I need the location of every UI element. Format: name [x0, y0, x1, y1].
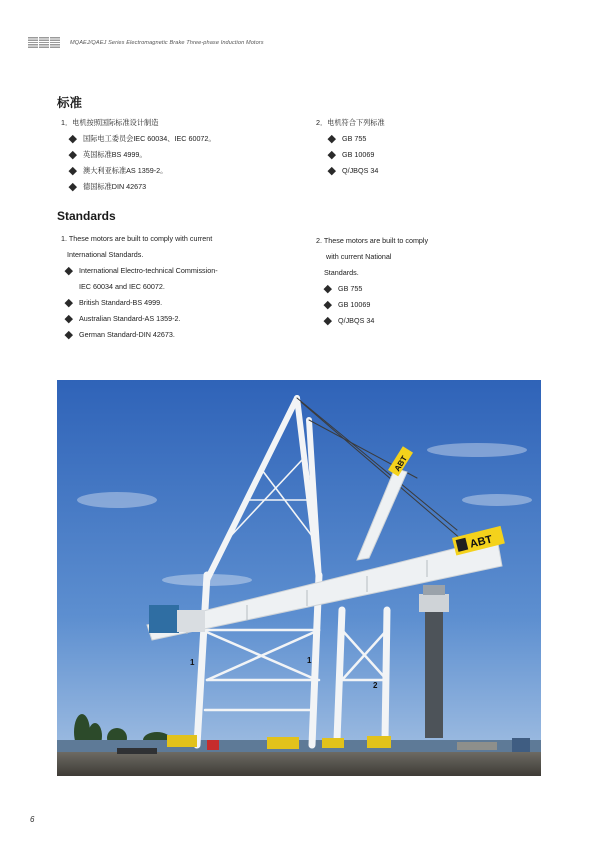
- en-right-intro-cont: with current National: [326, 252, 392, 261]
- diamond-bullet-icon: [65, 268, 72, 275]
- diamond-bullet-icon: [324, 302, 331, 309]
- sign-text-main: ABT: [468, 533, 494, 551]
- list-item: German Standard-DIN 42673.: [61, 327, 218, 343]
- container-box: [149, 605, 179, 633]
- header-title: MQAEJ/QAEJ Series Electromagnetic Brake Three-phase Induction Motors: [70, 40, 264, 46]
- en-left-intro-cont: International Standards.: [67, 250, 144, 259]
- list-item: British Standard-BS 4999.: [61, 295, 218, 311]
- list-item: 澳大利亚标准AS 1359-2。: [61, 163, 216, 179]
- crane-photo: [57, 380, 541, 776]
- list-item: Australian Standard-AS 1359-2.: [61, 311, 218, 327]
- diamond-bullet-icon: [69, 184, 76, 191]
- diamond-bullet-icon: [328, 136, 335, 143]
- list-item-cont: IEC 60034 and IEC 60072.: [79, 282, 165, 291]
- leg-mark: 2: [373, 681, 378, 690]
- page-header: [28, 36, 264, 50]
- diamond-bullet-icon: [69, 168, 76, 175]
- operator-cabin: [177, 610, 205, 632]
- en-left-intro: 1. These motors are built to comply with current: [61, 234, 213, 243]
- list-item: Q/JBQS 34: [316, 313, 428, 329]
- english-heading: Standards: [57, 209, 116, 223]
- page-number: 6: [30, 815, 35, 824]
- diamond-bullet-icon: [69, 152, 76, 159]
- list-item: 英国标准BS 4999。: [61, 147, 216, 163]
- cn-left-intro: 1．电机按照国际标准设计制造: [61, 118, 159, 127]
- list-item: GB 755: [316, 281, 428, 297]
- diamond-bullet-icon: [324, 318, 331, 325]
- en-right-intro: 2. These motors are built to comply: [316, 236, 429, 245]
- list-item: 国际电工委员会IEC 60034、IEC 60072。: [61, 131, 216, 147]
- en-left-column: [61, 231, 218, 343]
- diamond-bullet-icon: [328, 168, 335, 175]
- diamond-bullet-icon: [69, 136, 76, 143]
- en-right-intro-cont: Standards.: [324, 268, 359, 277]
- sign-text-jib: ABT: [392, 454, 410, 473]
- chinese-heading: 标准: [57, 96, 83, 110]
- diamond-bullet-icon: [65, 332, 72, 339]
- diamond-bullet-icon: [324, 286, 331, 293]
- list-item: GB 755: [316, 131, 385, 147]
- container-crane-illustration: [57, 380, 541, 776]
- list-item: Q/JBQS 34: [316, 163, 385, 179]
- diamond-bullet-icon: [65, 300, 72, 307]
- en-right-column: [316, 233, 428, 329]
- diamond-bullet-icon: [328, 152, 335, 159]
- list-item: 德国标准DIN 42673: [61, 179, 216, 195]
- cn-right-intro: 2．电机符合下列标准: [316, 118, 385, 127]
- cn-right-column: [316, 115, 385, 179]
- abb-logo: [28, 37, 62, 49]
- list-item: GB 10069: [316, 297, 428, 313]
- quay: [57, 752, 541, 776]
- list-item: GB 10069: [316, 147, 385, 163]
- leg-mark: 1: [190, 658, 195, 667]
- diamond-bullet-icon: [65, 316, 72, 323]
- leg-mark: 1: [307, 656, 312, 665]
- cn-left-column: [61, 115, 216, 195]
- list-item: International Electro-technical Commission-: [61, 263, 218, 279]
